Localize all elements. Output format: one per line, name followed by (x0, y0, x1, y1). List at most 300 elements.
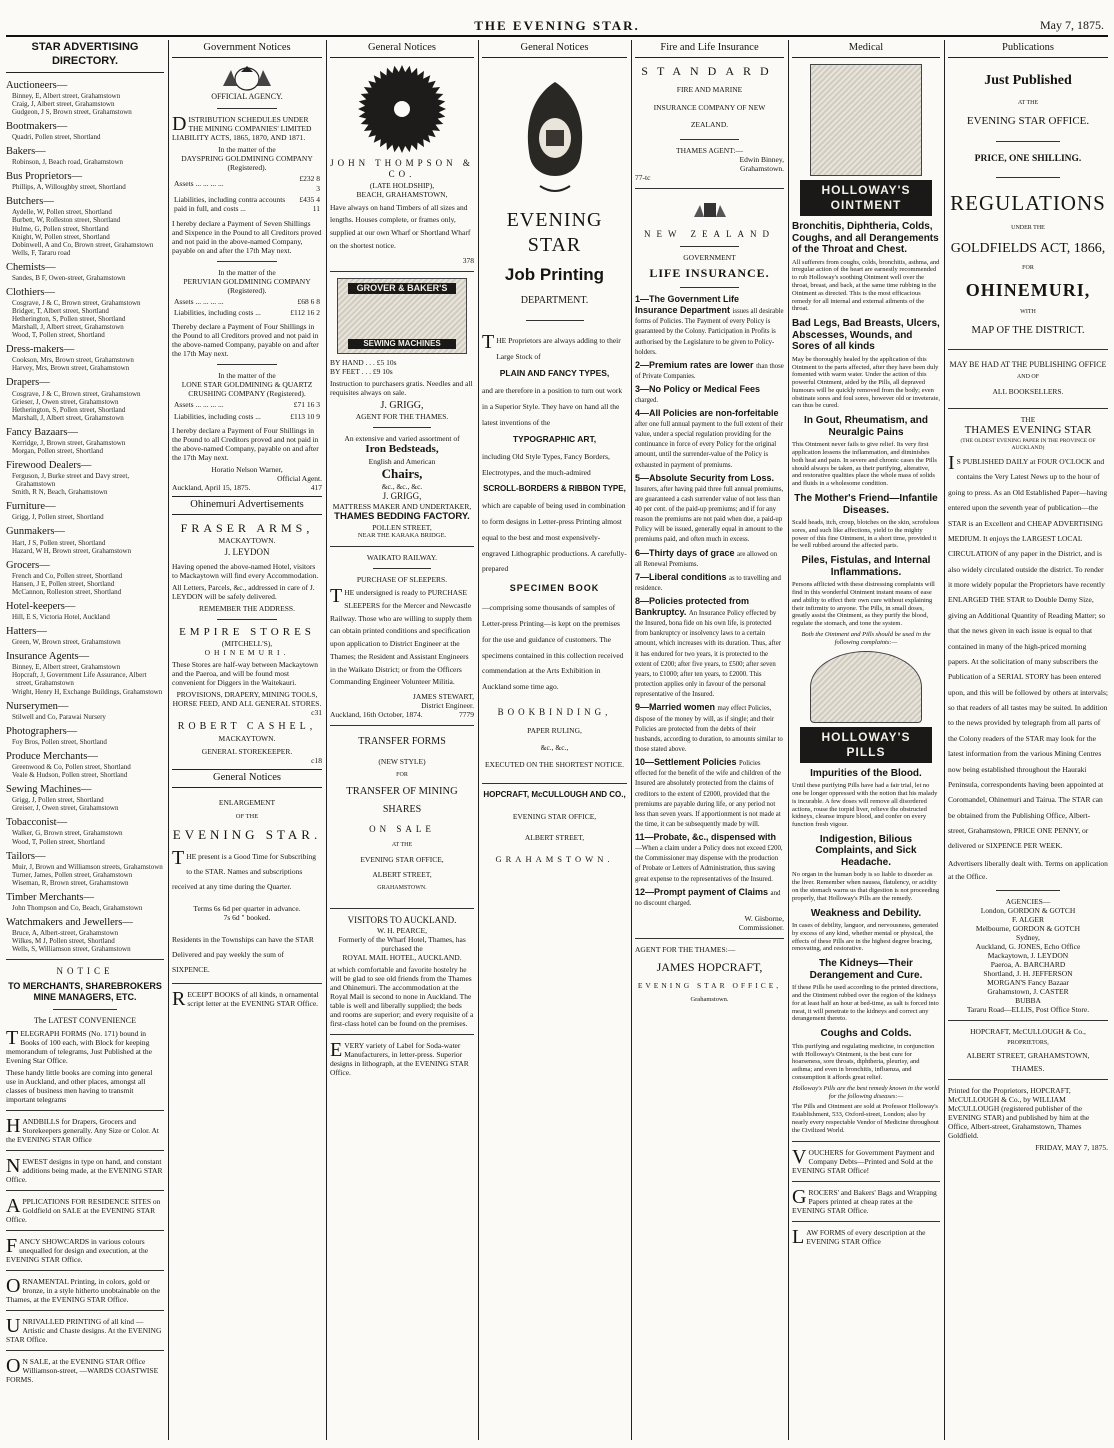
directory-category: Photographers— (6, 725, 78, 737)
bookbinding: BOOKBINDING, (497, 706, 612, 717)
mothers-friend-text: Scald heads, itch, croup, blotches on the skin, scrofulous sores, and such like affections, yield to the mighty power of this fine Ointment, in a short time, provided it be well rubbed around the affected parts. (792, 519, 940, 550)
label-variety-text: EVERY variety of Label for Soda-water Manufacturers, in letter-press. Superior designs in lithograph, at the EVENING STAR Office. (330, 1039, 469, 1078)
policy-item (635, 596, 784, 699)
column-divider (326, 40, 327, 1440)
royal-arms-icon (217, 64, 277, 92)
grover-baker-banner: GROVER & BAKER'S (348, 283, 456, 294)
divider (6, 959, 164, 960)
directory-entry: Foy Bros, Pollen street, Shortland (12, 737, 107, 746)
government-label: GOVERNMENT (683, 253, 736, 263)
edwin-binney: Edwin Binney, (739, 155, 784, 165)
enlargement-label: ENLARGEMENT (218, 797, 276, 807)
directory-entry: Dobinwell, A and Co, Brown street, Grahamstown (12, 240, 154, 249)
office-ads (6, 1110, 164, 1384)
policy-items (635, 294, 784, 908)
directory-category: Tailors— (6, 850, 46, 862)
latest-convenience: The LATEST CONVENIENCE (33, 1016, 137, 1025)
directory-entry: French and Co, Pollen street, Shortland (12, 571, 123, 580)
directory-category: Watchmakers and Jewellers— (6, 916, 133, 928)
policy-item (635, 384, 784, 405)
directory-entry: Bridger, T, Albert street, Shortland (12, 307, 109, 316)
leydon-text: Having opened the above-named Hotel, visitors to Mackaytown will find every Accommodation. (172, 561, 319, 580)
column-medical (792, 40, 940, 1440)
account-row (174, 174, 320, 193)
signer-name: Horatio Nelson Warner, (211, 465, 283, 475)
proprietors-text: THE Proprietors are always adding to their Large Stock of (482, 330, 621, 361)
agency-entry: Mackaytown, J. LEYDON (987, 950, 1069, 960)
directory-entry: Ferguson, J, Burke street and Davy street, Grahamstown (12, 472, 130, 489)
directory-category: Hotel-keepers— (6, 600, 76, 612)
kidneys-heading: The Kidneys—Their Derangement and Cure. (809, 958, 923, 981)
policy-item (635, 408, 784, 470)
albert-street: ALBERT STREET, (524, 833, 585, 843)
masthead-rule (6, 35, 1108, 37)
divider (996, 177, 1060, 178)
divider (217, 261, 277, 262)
by-feet-price: BY FEET . . . £9 10s (330, 366, 393, 376)
leydon-name: J. LEYDON (224, 547, 270, 558)
account-label: Liabilities, including costs ... (174, 308, 261, 317)
agencies-heading: AGENCIES— (1005, 896, 1051, 906)
office-ad: ORNAMENTAL Printing, in colors, gold or bronze, in a style hitherto unobtainable on the Thames, at the EVENING STAR Office. (6, 1275, 160, 1304)
best-remedy-note: Holloway's Pills are the best remedy known in the world for the following diseases:— (792, 1084, 940, 1100)
divider (6, 1230, 164, 1231)
divider (482, 783, 627, 784)
directory-entry: Smith, R N, Beach, Grahamstown (12, 488, 108, 497)
indigestion-text: No organ in the human body is so liable to disorder as the liver. Remember when nausea, flatulency, or acidity on the stomach warns us that digestion is not proceeding properly, that Holloway's Pills are the remedy. (792, 871, 940, 902)
divider (217, 364, 277, 365)
english-american: English and American (368, 456, 436, 466)
signer-title: Official Agent. (277, 474, 322, 484)
thames-agent: AGENT FOR THE THAMES:— (635, 944, 736, 954)
terms-text: Terms 6s 6d per quarter in advance. (193, 903, 301, 913)
policy-item (635, 294, 784, 357)
for-label: FOR (396, 771, 408, 778)
directory-entry: Veale & Hudson, Pollen street, Shortland (12, 771, 128, 780)
bedding-factory: THAMES BEDDING FACTORY. (334, 511, 470, 523)
ohinemuri-heading: Ohinemuri Advertisements (172, 496, 322, 515)
matter-label: In the matter of the (218, 145, 276, 155)
holloway-figure-engraving (810, 64, 922, 176)
directory-entry: McCannon, Rolleston street, Shortland (12, 587, 122, 596)
directory-entry: Cookson, Mrs, Brown street, Grahamstown (12, 356, 134, 365)
directory-entry: Greenwood & Co, Pollen street, Shortland (12, 763, 131, 772)
holloways-ointment-banner: HOLLOWAY'S OINTMENT (800, 180, 932, 216)
general-notices-heading: General Notices (482, 40, 627, 58)
directory-entry: Wells, S, Williamson street, Grahamstown (12, 945, 131, 954)
policy-item (635, 887, 784, 908)
policy-item-heading: 1—The Government Life Insurance Department (635, 294, 740, 316)
may-be-had: MAY BE HAD AT THE PUBLISHING OFFICE (949, 360, 1107, 370)
grigg-name: J. GRIGG, (380, 399, 424, 411)
insurance-heading: Fire and Life Insurance (635, 40, 784, 58)
directory-entry: Greiser, J, Owen street, Grahamstown (12, 804, 119, 813)
account-value: £71 16 3 (293, 400, 320, 410)
directory-entry: Hetherington, S, Pollen street, Shortland (12, 405, 126, 414)
divider (6, 1150, 164, 1151)
account-row (174, 400, 320, 409)
inventions-text: and are therefore in a position to turn out work in a Superior Style. They have on hand all the latest inventions of the (482, 386, 623, 427)
royal-mail-text: at which comfortable and favorite hostelry he will be glad to see old friends from the Thames and Ohinemuri. The accommodation at the Royal Mail is second to none in Auckland. The table is well and liberally supplied; the beds and rooms are superior; and every requisite of a first-class hotel can be found on the premises. (330, 965, 474, 1029)
etc-label: &c., &c., (540, 743, 569, 753)
ornate-vignette-icon (520, 78, 590, 198)
pearce-name: W. H. PEARCE, (377, 926, 427, 936)
agency-entry: MORGAN'S Fancy Bazaar (987, 977, 1069, 987)
company-peruvian: PERUVIAN GOLDMINING COMPANY (183, 276, 311, 286)
policy-item-heading: 3—No Policy or Medical Fees (635, 384, 761, 395)
hopcraft-mccullough: HOPCRAFT, McCULLOUGH AND CO., (483, 790, 626, 800)
both-note: Both the Ointment and Pills should be used in the following complaints:— (801, 631, 931, 646)
directory-entry: Grieser, J, Owen street, Grahamstown (12, 397, 119, 406)
policy-item-text: may effect Policies, dispose of the money by will, as if single; and their Policies are protected from the debts of their husbands, according to duration, to amounts similar to those stated above. (635, 705, 783, 753)
ad-number: 417 (310, 483, 322, 493)
bronchitis-text: All sufferers from coughs, colds, bronchitis, asthma, and irregular action of the heart are earnestly recommended to rub Holloway's soothing Ointment well over the throat, breast, and back, at the same time rubbing in the Ointment as directed. This is the most efficacious remedy for all internal and external ailments of the throat. (792, 258, 940, 313)
divider (6, 1110, 164, 1111)
directory-entry: Hetherington, S, Pollen street, Shortland (12, 315, 126, 324)
office-ad: FANCY SHOWCARDS in various colours unequalled for design and execution, at the EVENING STAR Office. (6, 1235, 149, 1264)
divider (680, 287, 740, 288)
transfer-forms: TRANSFER FORMS (358, 736, 446, 748)
kidneys-text: If these Pills be used according to the printed directions, and the Ointment rubbed over the region of the kidneys for at least half an hour at bed-time, as salt is forced into meat, it will penetrate to the kidneys and correct any derangement thereto. (792, 984, 939, 1023)
account-label: Assets ... ... ... ... (174, 400, 224, 410)
robert-cashel: ROBERT CASHEL, (177, 721, 317, 733)
grahamstown: Grahamstown. (740, 164, 784, 174)
bronchitis-heading: Bronchitis, Diphtheria, Colds, Coughs, and all Derangements of the Throat and Chest. (792, 221, 939, 256)
proprietors-label: PROPRIETORS, (1007, 1039, 1049, 1046)
directory-entry: Walker, G, Brown street, Grahamstown (12, 829, 123, 838)
on-sale: ON SALE (369, 824, 435, 835)
policy-item-heading: 8—Policies protected from Bankruptcy. (635, 596, 750, 617)
directory-category: Grocers— (6, 559, 50, 571)
department-label: DEPARTMENT. (520, 295, 589, 307)
office-ad: UNRIVALLED PRINTING of all kind —Artistic and Chaste designs. At the EVENING STAR Office. (6, 1315, 162, 1344)
directory-category: Fancy Bazaars— (6, 426, 79, 438)
directory-entry: John Thompson and Co, Beach, Grahamstown (12, 903, 143, 912)
and-of-label: AND OF (1016, 373, 1040, 380)
policy-item-text: as to travelling and residence. (635, 574, 781, 592)
late-holdship: (LATE HOLDSHIP), (369, 180, 435, 190)
agent-thames: AGENT FOR THE THAMES. (355, 412, 449, 422)
policy-item (635, 548, 784, 569)
shares: SHARES (382, 803, 422, 815)
job-printing-heading: Job Printing (504, 265, 605, 285)
indigestion-heading: Indigestion, Bilious Complaints, and Sick Headache. (815, 833, 917, 868)
at-the-label: AT THE (1017, 99, 1039, 106)
directory-entry: Marshall, J, Albert street, Grahamstown (12, 413, 124, 422)
visitors-auckland: VISITORS TO AUCKLAND. (347, 914, 457, 925)
account-value: £68 6 8 (297, 296, 320, 306)
column-divider (944, 40, 945, 1440)
directory-entry: Burbett, W, Rolleston street, Shortland (12, 216, 121, 225)
directory-entry: Hulme, G, Pollen street, Shortland (12, 224, 109, 233)
directory-category: Furniture— (6, 501, 56, 513)
directory-category: Chemists— (6, 261, 56, 273)
directory-category: Firewood Dealers— (6, 459, 92, 471)
directory-entry: Green, W, Brown street, Grahamstown (12, 638, 121, 647)
oldest-paper: (THE OLDEST EVENING PAPER IN THE PROVINCE OF AUCKLAND) (960, 437, 1096, 451)
agency-entry: London, GORDON & GOTCH (980, 905, 1076, 915)
column-divider (631, 40, 632, 1440)
policy-item-heading: 12—Prompt payment of Claims (635, 886, 771, 897)
mackaytown-label: MACKAYTOWN. (218, 733, 276, 743)
divider (6, 1190, 164, 1191)
law-forms-text: LAW FORMS of every description at the EVENING STAR Office (792, 1225, 926, 1248)
borders-text: including Old Style Types, Fancy Borders, Electrotypes, and the much-admired (482, 451, 610, 477)
distribution-schedules: DISTRIBUTION SCHEDULES UNDER THE MINING COMPANIES' LIMITED LIABILITY ACTS, 1865, 1870, AND 1871. (172, 113, 312, 143)
john-thompson: JOHN THOMPSON & CO. (330, 158, 474, 180)
directory-entry: Bruce, A, Albert-street, Grahamstown (12, 929, 119, 938)
divider (6, 1350, 164, 1351)
account-row (174, 412, 320, 421)
column-divider (478, 40, 479, 1440)
divider (792, 1181, 940, 1182)
divider (635, 188, 784, 189)
grahamstown: GRAHAMSTOWN. (377, 884, 427, 891)
directory-entry: Cosgrave, J & C, Brown street, Grahamstown (12, 389, 141, 398)
merchants-heading: TO MERCHANTS, SHAREBROKERS MINE MANAGERS, ETC. (8, 980, 162, 1002)
evening-star-office: EVENING STAR OFFICE, (512, 812, 597, 822)
column-publications (948, 40, 1108, 1440)
grahamstown: Grahamstown. (690, 995, 729, 1003)
mattress-maker: MATTRESS MAKER AND UNDERTAKER, (332, 502, 472, 512)
thames-label: THAMES. (1011, 1064, 1045, 1074)
policy-item-heading: 11—Probate, &c., dispensed with (635, 832, 777, 843)
column-general-notices (330, 40, 474, 1440)
evening-star-office: EVENING STAR OFFICE, (637, 980, 782, 990)
directory-entry: Morgan, Pollen street, Shortland (12, 446, 104, 455)
directory-entry: Quadri, Pollen street, Shortland (12, 132, 101, 141)
waikato-railway: WAIKATO RAILWAY. (366, 553, 438, 563)
account-row (174, 308, 320, 317)
directory-category: Timber Merchants— (6, 891, 94, 903)
dayspring-accounts (172, 172, 322, 216)
printers-imprint: Printed for the Proprietors, HOPCRAFT, McCULLOUGH & Co., by WILLIAM McCULLOUGH (registered publisher of the EVENING STAR) and published by him at the Office, Albert-street, Grahamstown, Thames Goldfield. (948, 1086, 1090, 1141)
directory-category: Drapers— (6, 377, 50, 389)
albert-street: ALBERT STREET, GRAHAMSTOWN, (966, 1051, 1090, 1061)
directory-category: Produce Merchants— (6, 750, 98, 762)
directory-entry: Harvey, Mrs, Brown street, Grahamstown (12, 364, 130, 373)
directory-entry: Grigg, J, Pollen street, Shortland (12, 796, 104, 805)
impurities-text: Until these purifying Pills have had a fair trial, let no one be longer oppressed with the notion that his malady is incurable. A few doses will remove all disordered actions, rouse the torpid liver, relieve the obstructed kidneys, cleanse impure blood, and confer on every function fresh vigour. (792, 782, 938, 829)
fraser-arms: FRASER ARMS, (180, 521, 314, 536)
official-agency: OFFICIAL AGENCY. (211, 92, 283, 102)
directory-entry: Marshall, J, Albert street, Grahamstown (12, 323, 124, 332)
ad-number: 7779 (459, 710, 474, 720)
divider (330, 271, 474, 272)
goldfields-act: GOLDFIELDS ACT, 1866, (950, 240, 1106, 256)
medical-heading: Medical (792, 40, 940, 58)
column-government-notices (172, 40, 322, 1440)
directory-category: Butchers— (6, 196, 54, 208)
directory-category: Insurance Agents— (6, 651, 90, 663)
policy-item (635, 832, 784, 883)
dateline-row (330, 710, 474, 719)
auckland-date: Auckland, April 15, 1875. (172, 483, 251, 493)
matter-label: In the matter of the (218, 371, 276, 381)
bad-legs-heading: Bad Legs, Bad Breasts, Ulcers, Abscesses, Wounds, and Sores of all kinds (792, 318, 940, 353)
divider (948, 1020, 1108, 1021)
albert-street: ALBERT STREET, (372, 869, 432, 879)
directory-entry: Turner, James, Pollen street, Grahamstown (12, 870, 133, 879)
coughs-heading: Coughs and Colds. (820, 1028, 912, 1040)
agency-entry: Grahamstown, J. CASTER (987, 986, 1069, 996)
policy-item-heading: 2—Premium rates are lower (635, 359, 757, 370)
directory-entry: Wells, F, Tararu road (12, 248, 71, 257)
divider (217, 108, 277, 109)
policy-item-text: issues all desirable forms of Policies. The Payment of every Policy is guaranteed by the Colony. Participation in Profits is authorised by the Legislature to be given to Policy-holders. (635, 308, 784, 356)
pollen-street: POLLEN STREET, (372, 523, 432, 533)
column-divider (168, 40, 169, 1440)
account-value: £232 8 3 (299, 174, 320, 193)
masthead (0, 0, 1114, 36)
policy-item (635, 702, 784, 754)
directory-entry: Wilkes, M J, Pollen street, Shortland (12, 937, 115, 946)
piles-heading: Piles, Fistulas, and Internal Inflammations. (801, 555, 931, 578)
subscription-text: THE present is a Good Time for Subscribing to the STAR. Names and subscriptions received at any time during the Quarter. (172, 846, 317, 891)
directory-entry: Muir, J, Brown and Williamson streets, Grahamstown (12, 862, 163, 871)
policy-item-text: —When a claim under a Policy does not exceed £200, the Commissioner may dispense with the production of Probate or Letters of Administration, thus saving great expense to the representatives of the Insured. (635, 845, 783, 883)
directory-entry: Wood, T, Pollen street, Shortland (12, 837, 105, 846)
directory-entry: Hazard, W H, Brown street, Grahamstown (12, 546, 132, 555)
provisions-text: PROVISIONS, DRAPERY, MINING TOOLS, HORSE FEED, AND ALL GENERAL STORES. (172, 690, 322, 709)
policy-item-heading: 9—Married women (635, 702, 718, 713)
price-shilling: PRICE, ONE SHILLING. (974, 153, 1082, 164)
near-bridge: NEAR THE KARAKA BRIDGE. (357, 532, 447, 540)
transfer-of-mining: TRANSFER OF MINING (346, 785, 458, 797)
letters-text: All Letters, Parcels, &c., addressed in care of J. LEYDON will be safely delivered. (172, 582, 315, 601)
government-notices-heading: Government Notices (172, 40, 322, 58)
combination-text: which are capable of being used in combination to form designs in Letter-press Printing almost equal to the best and most expensively-engraved Lithographic productions. A carefully-prepared (482, 501, 627, 574)
directory-heading: STAR ADVERTISING DIRECTORY. (6, 40, 164, 73)
bad-legs-text: May be thoroughly healed by the application of this Ointment to the parts affected, after they have been duly fomented with warm water. Under the action of this powerful Ointment, aided by the Pills, all depraved humours will be quickly removed from the body; even obstinate sores and foul sores, however old or inveterate, can thus be cured. (792, 355, 940, 410)
instruction-text: Instruction to purchasers gratis. Needles and all requisites always on sale. (330, 378, 473, 397)
column-insurance (635, 40, 784, 1440)
iron-bedsteads: Iron Bedsteads, (365, 443, 439, 456)
directory-entry: Grigg, J, Pollen street, Shortland (12, 513, 104, 522)
agency-entry: Shortland, J. H. JEFFERSON (983, 968, 1073, 978)
hopcraft-mccullough: HOPCRAFT, McCULLOUGH & Co., (970, 1026, 1086, 1036)
directory-category: Nurserymen— (6, 700, 69, 712)
account-value: £112 16 2 (290, 308, 320, 317)
chairs: Chairs, (381, 465, 423, 481)
thompson-text: Have always on hand Timbers of all sizes and lengths. Houses complete, or frames only, supplied at our own Wharf or Shortland Wharf on the shortest notice. (330, 202, 471, 250)
gout-heading: In Gout, Rheumatism, and Neuralgic Pains (804, 415, 928, 438)
agencies-list (948, 906, 1108, 1014)
policy-item-heading: 10—Settlement Policies (635, 757, 740, 768)
policy-item-heading: 4—All Policies are non-forfeitable (635, 408, 779, 419)
coughs-text: This purifying and regulating medicine, in conjunction with Holloway's Ointment, is the best cure for hoarseness, sore throats, diphtheria, pleurisy, and asthma; and even in bronchitis, influenza, and consumption it affords great relief. (792, 1042, 935, 1081)
registered-label: (Registered). (227, 163, 267, 173)
royal-mail-hotel: ROYAL MAIL HOTEL, AUCKLAND. (342, 953, 462, 963)
insurance-company: INSURANCE COMPANY OF NEW ZEALAND. (653, 103, 766, 129)
directory-entry: Knight, W, Pollen street, Shortland (12, 232, 110, 241)
directory-entry: Binney, E, Albert street, Grahamstown (12, 91, 121, 100)
directory-entry: Stilwell and Co, Parawai Nursery (12, 712, 106, 721)
circular-saw-icon (357, 64, 447, 154)
the-label: THE (1020, 415, 1036, 425)
at-the-label: AT THE (391, 841, 413, 848)
divider (680, 246, 740, 247)
office-ad: ON SALE, at the EVENING STAR Office Williamson-street, —WARDS COASTWISE FORMS. (6, 1355, 159, 1384)
sewing-machine-engraving (337, 278, 467, 354)
beach-grahamstown: BEACH, GRAHAMSTOWN, (356, 189, 448, 199)
under-the-label: UNDER THE (1011, 224, 1045, 231)
company-lone-star: LONE STAR GOLDMINING & QUARTZ CRUSHING COMPANY (Registered). (181, 380, 313, 399)
divider (948, 349, 1108, 350)
evening-star-office: EVENING STAR OFFICE, (360, 854, 444, 864)
general-storekeeper: GENERAL STOREKEEPER. (201, 746, 293, 756)
account-value: £113 10 9 (290, 411, 320, 421)
agency-entry: Auckland, G. JONES, Echo Office (975, 941, 1081, 951)
peruvian-accounts (172, 295, 322, 320)
auckland-date: Auckland, 16th October, 1874. (330, 710, 423, 720)
james-stewart: JAMES STEWART, (412, 692, 474, 702)
receipt-books-text: RECEIPT BOOKS of all kinds, n ornamental script letter at the EVENING STAR Office. (172, 987, 319, 1010)
account-value: £435 4 11 (299, 194, 320, 214)
column-job-printing (482, 40, 627, 1440)
fire-marine: FIRE AND MARINE (676, 85, 743, 95)
general-notices-heading: General Notices (172, 769, 322, 788)
matter-label: In the matter of the (218, 267, 276, 277)
divider (373, 568, 431, 569)
gisborne: W. Gisborne, (744, 913, 784, 923)
directory-category: Sewing Machines— (6, 784, 92, 796)
directory-category: Hatters— (6, 626, 47, 638)
friends-of-all-engraving (810, 651, 922, 723)
policy-item-text: An Insurance Policy effected by the Insured, bona fide on his own life, is protected from bankruptcy or insolvency laws to a certain amount, which increases with its duration. Thus, after it has endured for two years, it is protected to the extent of £200; after five years, to £500; after seven years, to £1000; after ten years, to £2000. This protection applies only in favour of the personal representative of the Insured. (635, 609, 781, 699)
directory-category: Clothiers— (6, 286, 55, 298)
weakness-heading: Weakness and Debility. (810, 907, 922, 919)
directory-category: Bus Proprietors— (6, 171, 83, 183)
ohinemuri-heading: OHINEMURI, (965, 279, 1091, 300)
sewing-machines-banner: SEWING MACHINES (348, 339, 456, 349)
divider (217, 619, 277, 620)
residents-text: Residents in the Townships can have the STAR Delivered and pay weekly the sum of SIXPENCE. (172, 934, 314, 974)
directory-category: Bakers— (6, 145, 46, 157)
impurities-heading: Impurities of the Blood. (810, 767, 922, 779)
directory-entry: Wiseman, R, Brown street, Grahamstown (12, 878, 129, 887)
holloways-pills-banner: HOLLOWAY'S PILLS (800, 727, 932, 763)
agency-entry: F. ALGER (1012, 914, 1044, 924)
directory-entry: Robinson, J, Beach road, Grahamstown (12, 158, 124, 167)
account-label: Liabilities, including contra accounts paid in full, and costs ... (174, 194, 286, 214)
directory-entry: Hill, E S, Victoria Hotel, Auckland (12, 613, 110, 622)
directory-entry: Sandes, B F, Owen-street, Grahamstown (12, 273, 126, 282)
agency-entry: BUBBA (1015, 995, 1041, 1005)
account-label: Liabilities, including costs ... (174, 411, 261, 421)
ad-number: c31 (311, 708, 322, 718)
lone-star-accounts (172, 398, 322, 423)
office-ad: NEWEST designs in type on hand, and constant additions being made, at the EVENING STAR Office. (6, 1155, 163, 1184)
notice-heading: NOTICE (56, 966, 114, 977)
policy-item-text: and no discount charged. (635, 889, 781, 907)
divider (330, 546, 474, 547)
typographic-art: TYPOGRAPHIC ART, (512, 434, 597, 445)
divider (526, 320, 584, 321)
agency-entry: Tararu Road—ELLIS, Post Office Store. (966, 1004, 1090, 1014)
plain-fancy-types: PLAIN AND FANCY TYPES, (499, 368, 610, 379)
account-row (174, 297, 320, 306)
just-published: Just Published (984, 73, 1072, 89)
directory-entry: Hopcraft, J, Government Life Assurance, Albert street, Grahamstown (12, 671, 147, 688)
directory-entry: Kerridge, J, Brown street, Grahamstown (12, 438, 126, 447)
imprint-date: FRIDAY, MAY 7, 1875. (1035, 1143, 1108, 1153)
remember-address: REMEMBER THE ADDRESS. (199, 603, 295, 613)
directory-category: Bootmakers— (6, 120, 68, 132)
ohinemuri-label: OHINEMURI. (204, 648, 290, 658)
account-row (174, 195, 320, 214)
directory-entry: Gudgeon, J S, Brown street, Grahamstown (12, 107, 132, 116)
